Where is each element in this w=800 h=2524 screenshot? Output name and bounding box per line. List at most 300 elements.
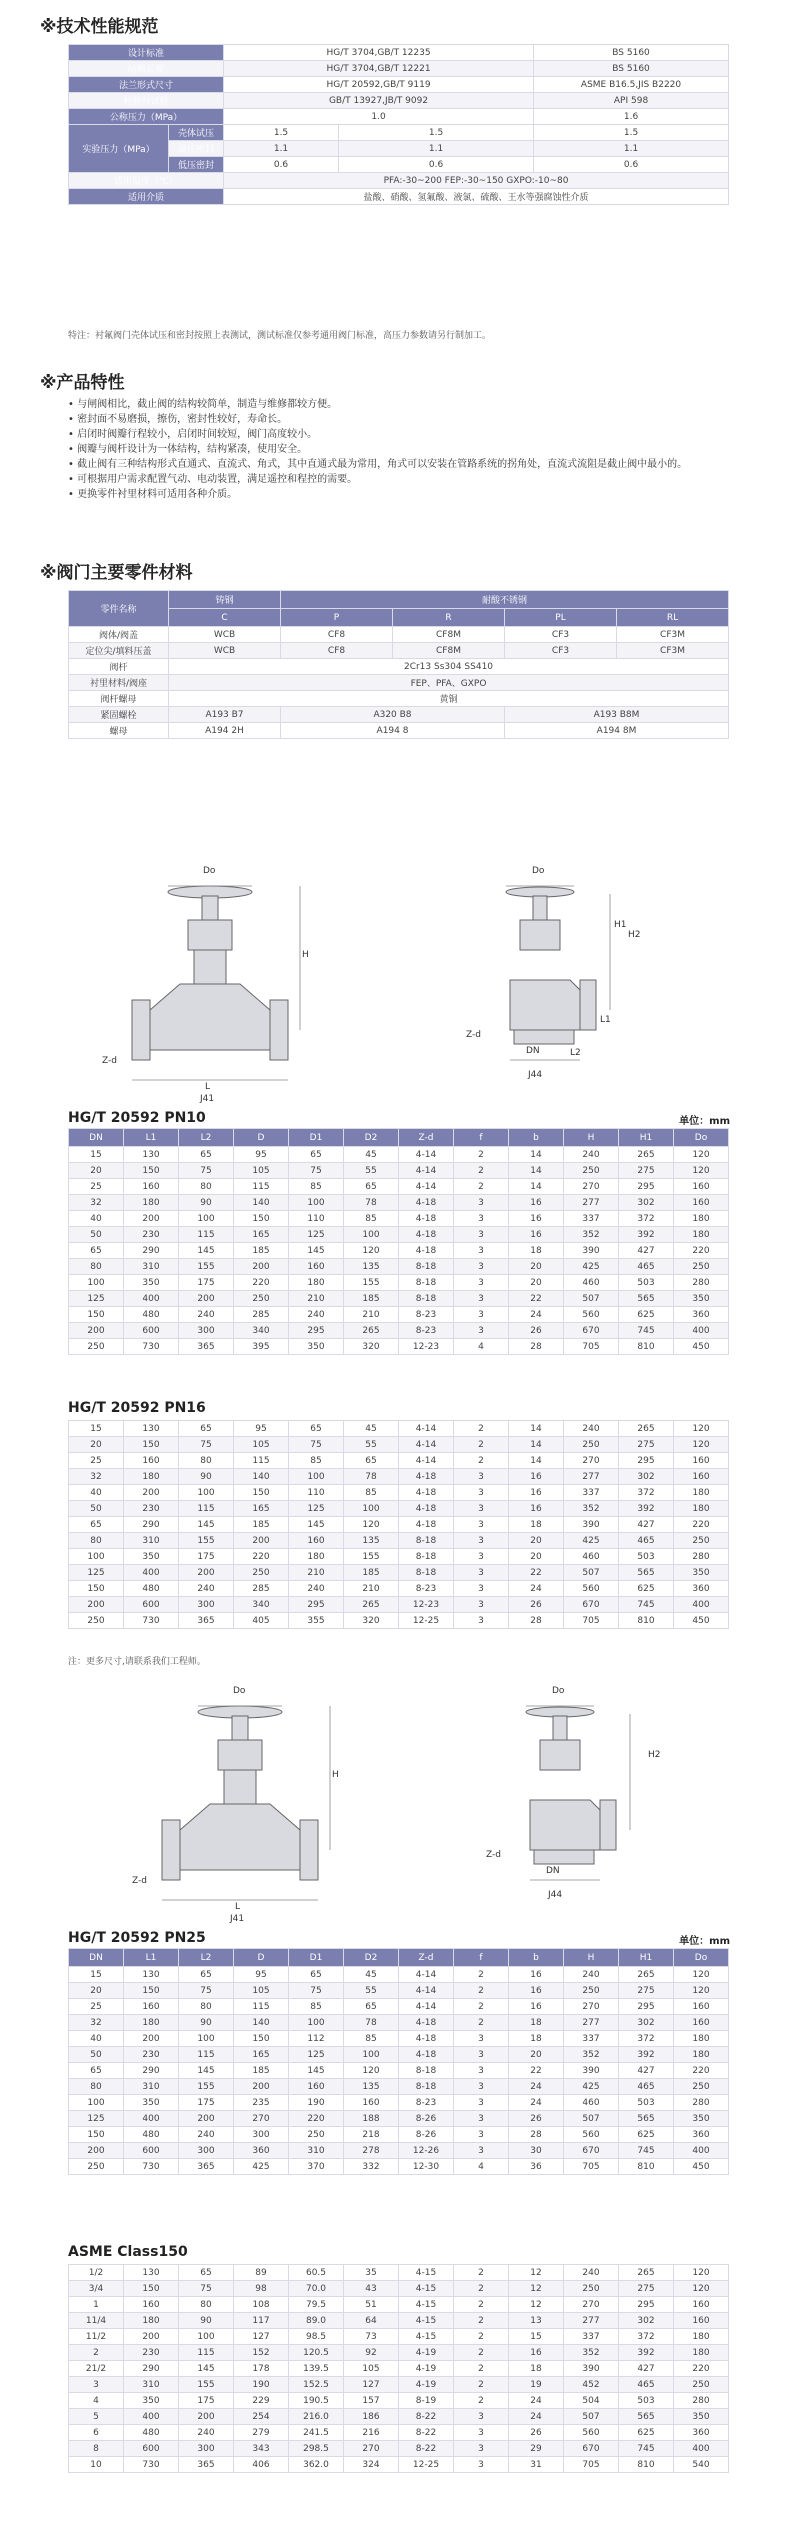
label-zd: Z-d — [486, 1850, 501, 1860]
table-cell: 450 — [674, 1613, 729, 1629]
table-cell: 155 — [344, 1275, 399, 1291]
table-cell: 290 — [124, 1517, 179, 1533]
table-cell: 4-14 — [399, 1999, 454, 2015]
material-cell: CF8M — [393, 627, 505, 643]
media-value: 盐酸、硝酸、氢氟酸、液氯、硫酸、王水等强腐蚀性介质 — [224, 189, 729, 205]
table-cell: 3 — [454, 1485, 509, 1501]
dim-header: b — [509, 1949, 564, 1967]
table-cell: 352 — [564, 2345, 619, 2361]
table-cell: 2 — [454, 2281, 509, 2297]
table-cell: 250 — [674, 1533, 729, 1549]
table-cell: 240 — [179, 2127, 234, 2143]
table-cell: 185 — [344, 1565, 399, 1581]
table-row — [69, 1323, 729, 1339]
table-cell: 152.5 — [289, 2377, 344, 2393]
pn25-title: HG/T 20592 PN25 — [68, 1930, 206, 1946]
table-cell: 60.5 — [289, 2265, 344, 2281]
table-cell: 80 — [179, 1453, 234, 1469]
table-cell: 8-18 — [399, 1275, 454, 1291]
dim-header: D1 — [289, 1129, 344, 1147]
label-zd: Z-d — [132, 1876, 147, 1886]
label-do: Do — [233, 1686, 246, 1696]
drawing-j44-2 — [486, 1686, 670, 1900]
table-cell: 30 — [509, 2143, 564, 2159]
table-cell: 350 — [289, 1339, 344, 1355]
pn25-table — [68, 1948, 729, 2175]
table-cell: 165 — [234, 1501, 289, 1517]
table-cell: 16 — [509, 1983, 564, 1999]
table-cell: 465 — [619, 2079, 674, 2095]
table-cell: 31 — [509, 2457, 564, 2473]
table-row — [69, 2015, 729, 2031]
table-cell: 352 — [564, 1501, 619, 1517]
table-row — [69, 1967, 729, 1983]
label-h2: H2 — [648, 1750, 661, 1760]
table-cell: 4-15 — [399, 2313, 454, 2329]
table-cell: 65 — [69, 1517, 124, 1533]
table-cell: 45 — [344, 1147, 399, 1163]
table-cell: 507 — [564, 1565, 619, 1581]
spec-value: HG/T 3704,GB/T 12235 — [224, 45, 534, 61]
table-cell: 65 — [289, 1147, 344, 1163]
table-cell: 3 — [454, 1517, 509, 1533]
table-cell: 150 — [69, 1581, 124, 1597]
table-cell: 2 — [454, 1453, 509, 1469]
table-cell: 8-23 — [399, 1323, 454, 1339]
table-cell: 28 — [509, 1613, 564, 1629]
table-cell: 16 — [509, 1501, 564, 1517]
table-cell: 295 — [619, 1179, 674, 1195]
table-cell: 92 — [344, 2345, 399, 2361]
label-zd: Z-d — [102, 1056, 117, 1066]
table-cell: 507 — [564, 2111, 619, 2127]
table-cell: 95 — [234, 1967, 289, 1983]
table-cell: 115 — [179, 1501, 234, 1517]
table-cell: 810 — [619, 2159, 674, 2175]
table-cell: 210 — [344, 1307, 399, 1323]
table-cell: 89 — [234, 2265, 289, 2281]
table-cell: 503 — [619, 1549, 674, 1565]
table-cell: 22 — [509, 2063, 564, 2079]
table-cell: 355 — [289, 1613, 344, 1629]
table-cell: 565 — [619, 2111, 674, 2127]
table-cell: 65 — [69, 1243, 124, 1259]
table-cell: 360 — [674, 1581, 729, 1597]
table-cell: 2 — [454, 2377, 509, 2393]
table-row — [69, 2409, 729, 2425]
table-cell: 8-23 — [399, 1581, 454, 1597]
table-cell: 230 — [124, 1227, 179, 1243]
table-cell: 200 — [179, 2409, 234, 2425]
table-row — [69, 1259, 729, 1275]
table-cell: 65 — [179, 1421, 234, 1437]
table-cell: 210 — [289, 1565, 344, 1581]
table-cell: 185 — [234, 1517, 289, 1533]
table-cell: 4-18 — [399, 2047, 454, 2063]
table-cell: 360 — [674, 1307, 729, 1323]
table-cell: 8 — [69, 2441, 124, 2457]
table-cell: 565 — [619, 1291, 674, 1307]
spec-label: 法兰形式尺寸 — [69, 77, 224, 93]
table-cell: 390 — [564, 1243, 619, 1259]
table-cell: 145 — [289, 1243, 344, 1259]
table-cell: 4-19 — [399, 2345, 454, 2361]
label-h2: H2 — [628, 930, 641, 940]
table-cell: 240 — [179, 1307, 234, 1323]
table-cell: 3 — [454, 2047, 509, 2063]
dim-header: L1 — [124, 1949, 179, 1967]
table-cell: 75 — [179, 2281, 234, 2297]
table-cell: 160 — [674, 1179, 729, 1195]
table-row — [69, 1147, 729, 1163]
table-cell: 400 — [674, 2441, 729, 2457]
table-cell: 80 — [69, 2079, 124, 2095]
table-cell: 310 — [124, 1533, 179, 1549]
spec-value: ASME B16.5,JIS B2220 — [534, 77, 729, 93]
table-cell: 26 — [509, 2425, 564, 2441]
table-cell: 3 — [454, 1469, 509, 1485]
spec-value: GB/T 13927,JB/T 9092 — [224, 93, 534, 109]
table-cell: 3 — [454, 1323, 509, 1339]
table-cell: 90 — [179, 2313, 234, 2329]
table-row — [69, 1243, 729, 1259]
table-cell: 670 — [564, 1597, 619, 1613]
table-cell: 73 — [344, 2329, 399, 2345]
table-cell: 120 — [674, 2281, 729, 2297]
label-h: H — [302, 950, 309, 960]
table-cell: 4-14 — [399, 1163, 454, 1179]
material-cell: CF8 — [281, 627, 393, 643]
table-cell: 360 — [674, 2127, 729, 2143]
table-cell: 150 — [69, 2127, 124, 2143]
feature-item: • 截止阀有三种结构形式直通式、直流式、角式，其中直通式最为常用，角式可以安装在管路系统的拐角处，直流式流阻是截止阀中最小的。 — [68, 459, 688, 470]
table-cell: 200 — [124, 2031, 179, 2047]
table-cell: 24 — [509, 1307, 564, 1323]
table-cell: 65 — [344, 1999, 399, 2015]
table-cell: 4-15 — [399, 2297, 454, 2313]
table-cell: 89.0 — [289, 2313, 344, 2329]
table-row — [69, 1211, 729, 1227]
test-value: 1.5 — [534, 125, 729, 141]
table-cell: 350 — [674, 2409, 729, 2425]
table-row — [69, 2393, 729, 2409]
table-cell: 745 — [619, 1323, 674, 1339]
table-cell: 16 — [509, 1485, 564, 1501]
material-cell: CF3 — [505, 643, 617, 659]
table-cell: 200 — [234, 2079, 289, 2095]
table-row — [69, 2265, 729, 2281]
table-cell: 145 — [179, 2361, 234, 2377]
table-cell: 160 — [289, 2079, 344, 2095]
table-cell: 24 — [509, 2079, 564, 2095]
asme-table — [68, 2264, 729, 2473]
table-cell: 12-23 — [399, 1597, 454, 1613]
table-cell: 4-14 — [399, 1967, 454, 1983]
table-cell: 15 — [69, 1147, 124, 1163]
table-cell: 465 — [619, 1259, 674, 1275]
table-row — [69, 2457, 729, 2473]
table-cell: 200 — [124, 1485, 179, 1501]
table-cell: 55 — [344, 1437, 399, 1453]
table-cell: 160 — [674, 1469, 729, 1485]
table-cell: 625 — [619, 2127, 674, 2143]
table-cell: 65 — [289, 1421, 344, 1437]
table-cell: 2 — [454, 1967, 509, 1983]
table-cell: 150 — [234, 2031, 289, 2047]
table-row — [69, 2313, 729, 2329]
table-cell: 125 — [289, 1227, 344, 1243]
test-value: 1.1 — [224, 141, 339, 157]
table-cell: 290 — [124, 2063, 179, 2079]
table-cell: 300 — [179, 1597, 234, 1613]
table-row — [69, 2095, 729, 2111]
table-cell: 152 — [234, 2345, 289, 2361]
table-cell: 295 — [619, 1999, 674, 2015]
material-cell: CF3 — [505, 627, 617, 643]
table-cell: 295 — [289, 1597, 344, 1613]
table-cell: 670 — [564, 2441, 619, 2457]
table-cell: 8-26 — [399, 2111, 454, 2127]
table-cell: 3 — [454, 1501, 509, 1517]
table-cell: 240 — [564, 1147, 619, 1163]
table-cell: 145 — [179, 1243, 234, 1259]
label-l: L — [235, 1902, 241, 1912]
table-cell: 200 — [179, 1291, 234, 1307]
table-cell: 465 — [619, 1533, 674, 1549]
table-cell: 64 — [344, 2313, 399, 2329]
table-cell: 250 — [69, 1613, 124, 1629]
table-cell: 25 — [69, 1179, 124, 1195]
table-cell: 250 — [674, 2079, 729, 2095]
table-cell: 100 — [289, 2015, 344, 2031]
table-cell: 350 — [124, 1275, 179, 1291]
table-cell: 175 — [179, 2095, 234, 2111]
table-cell: 180 — [289, 1275, 344, 1291]
table-cell: 745 — [619, 2441, 674, 2457]
table-cell: 4 — [454, 2159, 509, 2175]
table-cell: 2 — [454, 2329, 509, 2345]
spec-label: 设计标准 — [69, 45, 224, 61]
table-cell: 425 — [564, 1533, 619, 1549]
table-cell: 277 — [564, 2015, 619, 2031]
table-cell: 105 — [234, 1983, 289, 1999]
table-cell: 19 — [509, 2377, 564, 2393]
table-cell: 12 — [509, 2265, 564, 2281]
table-row — [69, 1533, 729, 1549]
table-cell: 350 — [124, 2393, 179, 2409]
table-cell: 120.5 — [289, 2345, 344, 2361]
dim-header: H — [564, 1949, 619, 1967]
table-cell: 185 — [234, 2063, 289, 2079]
table-cell: 115 — [234, 1999, 289, 2015]
table-cell: 4-15 — [399, 2329, 454, 2345]
table-cell: 150 — [69, 1307, 124, 1323]
dim-header: H1 — [619, 1949, 674, 1967]
dim-header: L2 — [179, 1949, 234, 1967]
table-cell: 395 — [234, 1339, 289, 1355]
table-cell: 16 — [509, 1999, 564, 2015]
table-cell: 120 — [344, 2063, 399, 2079]
table-cell: 730 — [124, 2457, 179, 2473]
pressure-value: 1.0 — [224, 109, 534, 125]
table-cell: 90 — [179, 2015, 234, 2031]
table-cell: 220 — [674, 1517, 729, 1533]
table-cell: 400 — [124, 2111, 179, 2127]
table-cell: 165 — [234, 1227, 289, 1243]
table-cell: 40 — [69, 1485, 124, 1501]
table-cell: 3 — [454, 1613, 509, 1629]
dim-header: f — [454, 1949, 509, 1967]
table-cell: 4-18 — [399, 1195, 454, 1211]
table-cell: 50 — [69, 2047, 124, 2063]
table-cell: 22 — [509, 1565, 564, 1581]
table-cell: 14 — [509, 1179, 564, 1195]
table-cell: 372 — [619, 1485, 674, 1501]
table-cell: 24 — [509, 1581, 564, 1597]
table-cell: 18 — [509, 2361, 564, 2377]
material-cell: CF3M — [617, 643, 729, 659]
drawing-j44 — [466, 866, 650, 1080]
table-cell: 50 — [69, 1501, 124, 1517]
material-cell: A194 2H — [169, 723, 281, 739]
table-cell: 3 — [454, 2409, 509, 2425]
table-cell: 180 — [674, 2031, 729, 2047]
table-cell: 2 — [454, 2265, 509, 2281]
table-cell: 160 — [124, 2297, 179, 2313]
table-cell: 16 — [509, 1195, 564, 1211]
table-cell: 405 — [234, 1613, 289, 1629]
table-cell: 4-14 — [399, 1147, 454, 1163]
dim-header: Z-d — [399, 1129, 454, 1147]
table-cell: 337 — [564, 2329, 619, 2345]
table-row — [69, 2047, 729, 2063]
table-cell: 450 — [674, 2159, 729, 2175]
table-cell: 600 — [124, 1597, 179, 1613]
table-cell: 400 — [124, 1565, 179, 1581]
table-row — [69, 1453, 729, 1469]
table-cell: 160 — [674, 1195, 729, 1211]
table-cell: 3 — [454, 1243, 509, 1259]
spec-note: 特注：衬氟阀门壳体试压和密封按照上表测试，测试标准仅参考通用阀门标准，高压力参数请另行制加工。 — [68, 331, 492, 341]
table-cell: 125 — [69, 2111, 124, 2127]
table-cell: 160 — [124, 1453, 179, 1469]
table-cell: 4-18 — [399, 2015, 454, 2031]
table-cell: 100 — [179, 2031, 234, 2047]
part-name: 衬里材料/阀座 — [69, 675, 169, 691]
table-cell: 200 — [69, 1597, 124, 1613]
table-cell: 250 — [69, 2159, 124, 2175]
table-cell: 3 — [454, 2441, 509, 2457]
table-cell: 565 — [619, 2409, 674, 2425]
test-value: 1.5 — [339, 125, 534, 141]
table-cell: 4-18 — [399, 1227, 454, 1243]
table-cell: 14 — [509, 1421, 564, 1437]
table-cell: 3 — [454, 2425, 509, 2441]
table-cell: 20 — [509, 1533, 564, 1549]
table-cell: 180 — [674, 2329, 729, 2345]
table-row — [69, 1565, 729, 1581]
table-cell: 565 — [619, 1565, 674, 1581]
table-cell: 230 — [124, 2047, 179, 2063]
table-cell: 14 — [509, 1437, 564, 1453]
table-cell: 155 — [179, 2377, 234, 2393]
material-cell: A193 B8M — [505, 707, 729, 723]
label-zd: Z-d — [466, 1030, 481, 1040]
table-cell: 218 — [344, 2127, 399, 2143]
table-cell: 460 — [564, 1275, 619, 1291]
table-row — [69, 1517, 729, 1533]
pressure-label: 公称压力（MPa） — [69, 109, 224, 125]
table-cell: 350 — [674, 2111, 729, 2127]
table-cell: 12-26 — [399, 2143, 454, 2159]
table-cell: 4-14 — [399, 1453, 454, 1469]
table-cell: 460 — [564, 1549, 619, 1565]
table-cell: 135 — [344, 2079, 399, 2095]
table-cell: 1 — [69, 2297, 124, 2313]
asme-title: ASME Class150 — [68, 2244, 188, 2260]
table-cell: 270 — [564, 1999, 619, 2015]
table-cell: 8-18 — [399, 2063, 454, 2079]
table-cell: 14 — [509, 1453, 564, 1469]
table-cell: 125 — [69, 1291, 124, 1307]
table-cell: 110 — [289, 1211, 344, 1227]
table-cell: 180 — [674, 1485, 729, 1501]
table-cell: 275 — [619, 1437, 674, 1453]
table-cell: 155 — [179, 1259, 234, 1275]
table-cell: 25 — [69, 1999, 124, 2015]
label-j41: J41 — [230, 1914, 245, 1924]
table-cell: 20 — [509, 1259, 564, 1275]
test-row-label: 高压密封 — [169, 141, 224, 157]
table-cell: 14 — [509, 1147, 564, 1163]
table-cell: 110 — [289, 1485, 344, 1501]
table-cell: 112 — [289, 2031, 344, 2047]
table-cell: 100 — [69, 1275, 124, 1291]
table-cell: 350 — [674, 1565, 729, 1581]
table-cell: 540 — [674, 2457, 729, 2473]
table-cell: 705 — [564, 1613, 619, 1629]
table-cell: 75 — [289, 1983, 344, 1999]
table-cell: 4-18 — [399, 1501, 454, 1517]
table-cell: 8-18 — [399, 1259, 454, 1275]
table-cell: 130 — [124, 2265, 179, 2281]
table-cell: 115 — [234, 1179, 289, 1195]
table-cell: 120 — [344, 1517, 399, 1533]
dim-header: Do — [674, 1949, 729, 1967]
table-cell: 625 — [619, 1307, 674, 1323]
label-dn: DN — [526, 1046, 540, 1056]
sub-header: PL — [505, 609, 617, 627]
table-cell: 135 — [344, 1259, 399, 1275]
table-cell: 300 — [234, 2127, 289, 2143]
table-cell: 4-15 — [399, 2281, 454, 2297]
table-cell: 425 — [234, 2159, 289, 2175]
table-cell: 230 — [124, 2345, 179, 2361]
test-value: 1.1 — [339, 141, 534, 157]
spec-value: HG/T 3704,GB/T 12221 — [224, 61, 534, 77]
table-cell: 98.5 — [289, 2329, 344, 2345]
table-cell: 4-18 — [399, 1469, 454, 1485]
table-cell: 250 — [234, 1291, 289, 1307]
table-cell: 480 — [124, 1581, 179, 1597]
table-cell: 730 — [124, 1339, 179, 1355]
table-cell: 115 — [179, 1227, 234, 1243]
table-cell: 4 — [69, 2393, 124, 2409]
table-cell: 705 — [564, 2159, 619, 2175]
table-cell: 480 — [124, 1307, 179, 1323]
table-cell: 18 — [509, 2031, 564, 2047]
table-cell: 3 — [454, 1581, 509, 1597]
